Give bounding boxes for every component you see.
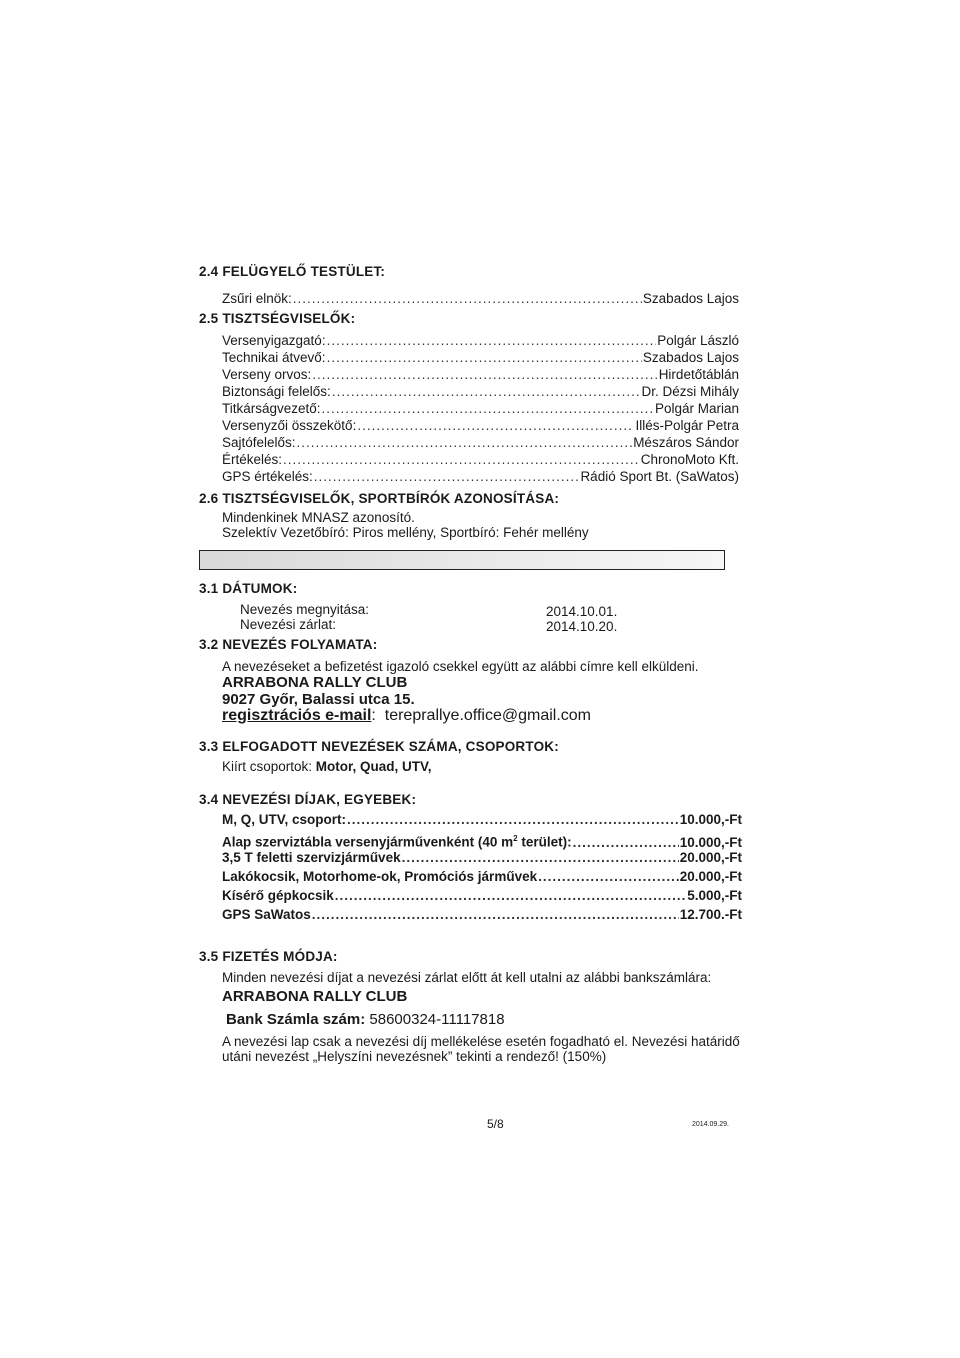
fee-row-csoport <box>222 812 742 828</box>
dot-leader <box>312 367 657 383</box>
dot-leader <box>327 333 657 349</box>
fee-row-lakokocsik <box>222 869 742 885</box>
fee-row-kisero <box>222 888 742 904</box>
bank-number: 58600324-11117818 <box>369 1011 505 1028</box>
note-line-2: utáni nevezést „Helyszíni nevezésnek” tekinti a rendező! (150%) <box>222 1049 607 1064</box>
fee-row-szerviztabla <box>222 831 742 851</box>
groups-list: Motor, Quad, UTV, <box>315 759 432 774</box>
date-label-megnyitas: Nevezés megnyitása: <box>240 602 370 617</box>
date-value-megnyitas: 2014.10.01. <box>546 604 618 619</box>
email-colon: : <box>371 707 376 724</box>
row-biztonsagi-felelos <box>222 384 739 400</box>
footer-date: 2014.09.29. <box>692 1121 729 1128</box>
fee-value: 20.000,-Ft <box>679 850 742 865</box>
fee-value: 10.000,-Ft <box>679 812 742 827</box>
dot-leader <box>293 291 642 307</box>
row-label: Zsűri elnök: <box>222 291 292 306</box>
note-line-1: A nevezési lap csak a nevezési díj mellékelése esetén fogadható el. Nevezési határidő <box>222 1034 740 1049</box>
row-label: Technikai átvevő: <box>222 350 326 365</box>
heading-3-1: 3.1 DÁTUMOK: <box>199 581 298 596</box>
row-versenyigazgato <box>222 333 739 349</box>
heading-3-5: 3.5 FIZETÉS MÓDJA: <box>199 949 338 964</box>
bank-account-line <box>226 1011 505 1028</box>
row-verseny-orvos <box>222 367 739 383</box>
fee-label: M, Q, UTV, csoport: <box>222 812 347 827</box>
row-label: Versenyzői összekötő: <box>222 418 357 433</box>
row-value: Szabados Lajos <box>642 350 739 365</box>
row-label: Sajtófelelős: <box>222 435 296 450</box>
row-ertekeles <box>222 452 739 468</box>
row-label: Titkárságvezető: <box>222 401 321 416</box>
heading-2-6: 2.6 TISZTSÉGVISELŐK, SPORTBÍRÓK AZONOSÍTÁSA: <box>199 491 560 506</box>
row-sajtofelelos <box>222 435 739 451</box>
groups-prefix: Kiírt csoportok: <box>222 759 316 774</box>
row-value: Rádió Sport Bt. (SaWatos) <box>580 469 739 484</box>
fee-label: GPS SaWatos <box>222 907 311 922</box>
email-address-link[interactable]: tereprallye.office@gmail.com <box>384 707 591 724</box>
section-banner-nevezesek <box>199 550 725 570</box>
fee-label: Kísérő gépkocsik <box>222 888 334 903</box>
heading-3-3: 3.3 ELFOGADOTT NEVEZÉSEK SZÁMA, CSOPORTOK: <box>199 739 559 754</box>
row-gps-ertekeles <box>222 469 739 485</box>
row-value: Polgár László <box>657 333 739 348</box>
dot-leader <box>357 418 634 434</box>
email-label: regisztrációs e-mail <box>222 707 372 724</box>
dot-leader <box>347 812 679 828</box>
groups-line <box>222 759 432 774</box>
row-value: ChronoMoto Kft. <box>640 452 739 467</box>
club-name-2: ARRABONA RALLY CLUB <box>222 988 408 1005</box>
dot-leader <box>332 384 641 400</box>
date-value-zarlat: 2014.10.20. <box>546 619 618 634</box>
dot-leader <box>327 350 642 366</box>
dot-leader <box>573 835 679 851</box>
text-azonosito: Mindenkinek MNASZ azonosító. <box>222 510 415 525</box>
club-name: ARRABONA RALLY CLUB <box>222 674 408 691</box>
heading-3-2: 3.2 NEVEZÉS FOLYAMATA: <box>199 637 378 652</box>
email-line <box>222 707 591 725</box>
row-label: Értékelés: <box>222 452 283 467</box>
dot-leader <box>312 907 679 923</box>
heading-2-5: 2.5 TISZTSÉGVISELŐK: <box>199 311 356 326</box>
row-titkarsagvezeto <box>222 401 739 417</box>
row-value: Mészáros Sándor <box>633 435 739 450</box>
fee-label: 3,5 T feletti szervizjárművek <box>222 850 401 865</box>
fee-label: Lakókocsik, Motorhome-ok, Promóciós járművek <box>222 869 538 884</box>
heading-2-4: 2.4 FELÜGYELŐ TESTÜLET: <box>199 264 386 279</box>
row-value: Hirdetőtáblán <box>658 367 739 382</box>
date-label-zarlat: Nevezési zárlat: <box>240 617 337 632</box>
dot-leader <box>538 869 679 885</box>
fee-row-gps <box>222 907 742 923</box>
row-label: Biztonsági felelős: <box>222 384 331 399</box>
row-label: GPS értékelés: <box>222 469 313 484</box>
heading-3-4: 3.4 NEVEZÉSI DÍJAK, EGYEBEK: <box>199 792 417 807</box>
row-versenyzoi-osszekoto <box>222 418 739 434</box>
club-address: 9027 Győr, Balassi utca 15. <box>222 691 415 708</box>
dot-leader <box>402 850 679 866</box>
dot-leader <box>283 452 640 468</box>
fee-value: 20.000,-Ft <box>679 869 742 884</box>
bank-label: Bank Számla szám: <box>226 1011 370 1028</box>
dot-leader <box>314 469 580 485</box>
fee-value: 12.700.-Ft <box>679 907 742 922</box>
fee-value: 10.000,-Ft <box>679 834 742 850</box>
row-value: Illés-Polgár Petra <box>635 418 739 433</box>
dot-leader <box>335 888 686 904</box>
row-value: Dr. Dézsi Mihály <box>641 384 739 399</box>
text-nevezes-kuldes: A nevezéseket a befizetést igazoló csekkel együtt az alábbi címre kell elküldeni. <box>222 659 699 674</box>
row-technikai-atvevo <box>222 350 739 366</box>
fee-label: Alap szerviztábla versenyjárművenként (40 $m^2$ terület): <box>222 834 572 850</box>
row-value: Polgár Marian <box>654 401 739 416</box>
row-label: Verseny orvos: <box>222 367 312 382</box>
fee-row-szervizjarmuvek <box>222 850 742 866</box>
dot-leader <box>297 435 633 451</box>
dot-leader <box>322 401 654 417</box>
text-mellenyek: Szelektív Vezetőbíró: Piros mellény, Sportbíró: Fehér mellény <box>222 525 589 540</box>
fee-value: 5.000,-Ft <box>687 888 742 903</box>
row-zsuri-elnok <box>222 291 739 307</box>
text-utalas: Minden nevezési díjat a nevezési zárlat előtt át kell utalni az alábbi bankszámlára: <box>222 970 712 985</box>
page-number: 5/8 <box>487 1117 504 1131</box>
row-value: Szabados Lajos <box>642 291 739 306</box>
row-label: Versenyigazgató: <box>222 333 326 348</box>
